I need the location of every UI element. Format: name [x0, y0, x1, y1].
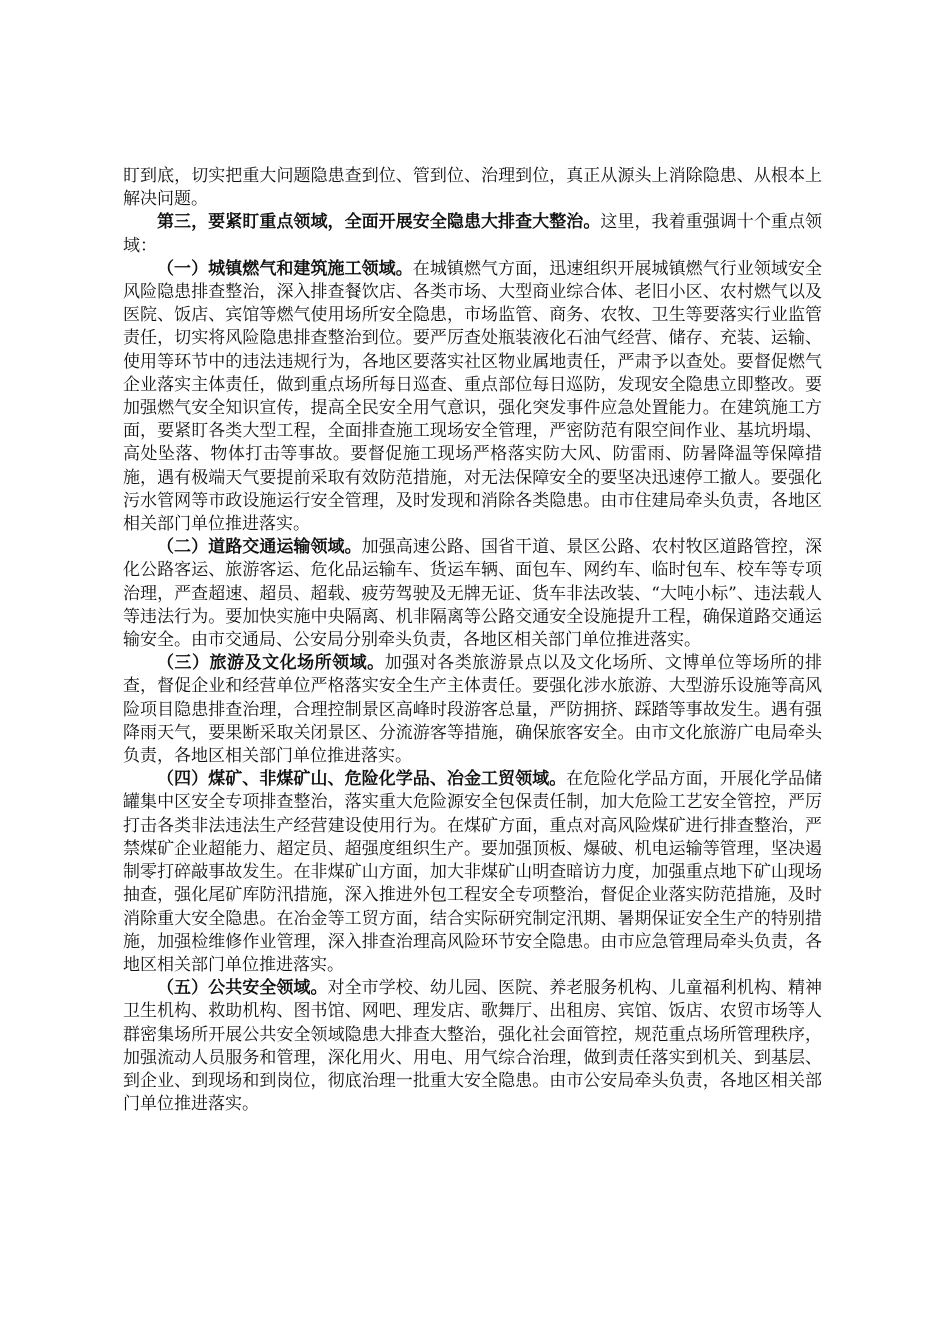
document-page	[123, 165, 822, 1116]
section-heading: 第三，要紧盯重点领域，全面开展安全隐患大排查大整治。	[157, 212, 601, 233]
paragraph-item-3	[123, 652, 822, 768]
item-heading: （三）旅游及文化场所领域。	[157, 653, 385, 674]
paragraph-text: 盯到底，切实把重大问题隐患查到位、管到位、治理到位，真正从源头上消除隐患、从根本上解决问题。	[123, 166, 822, 210]
paragraph-text: 加强高速公路、国省干道、景区公路、农村牧区道路管控，深化公路客运、旅游客运、危化品运输车、货运车辆、面包车、网约车、临时包车、校车等专项治理，严查超速、超员、超载、疲劳驾驶及无牌无证、货车非法改装、“大吨小标”、违法载人等违法行为。要加快实施中央隔离、机非隔离等公路交通安全设施提升工程，确保道路交通运输安全。由市交通局、公安局分别牵头负责，各地区相关部门单位推进落实。	[123, 537, 823, 651]
paragraph-text: 在危险化学品方面，开展化学品储罐集中区安全专项排查整治，落实重大危险源安全包保责任制，加大危险工艺安全管控，严厉打击各类非法违法生产经营建设使用行为。在煤矿方面，重点对高风险煤矿进行排查整治，严禁煤矿企业超能力、超定员、超强度组织生产。要加强顶板、爆破、机电运输等管理，坚决遏制零打碎敲事故发生。在非煤矿山方面，加大非煤矿山明查暗访力度，加强重点地下矿山现场抽查，强化尾矿库防汛措施，深入推进外包工程安全专项整治，督促企业落实防范措施，及时消除重大安全隐患。在冶金等工贸方面，结合实际研究制定汛期、暑期保证安全生产的特别措施，加强检维修作业管理，深入排查治理高风险环节安全隐患。由市应急管理局牵头负责，各地区相关部门单位推进落实。	[123, 769, 823, 975]
item-heading: （二）道路交通运输领域。	[157, 537, 362, 558]
paragraph-text: 对全市学校、幼儿园、医院、养老服务机构、儿童福利机构、精神卫生机构、救助机构、图书馆、网吧、理发店、歌舞厅、出租房、宾馆、饭店、农贸市场等人群密集场所开展公共安全领域隐患大排查大整治，强化社会面管控，规范重点场所管理秩序，加强流动人员服务和管理，深化用火、用电、用气综合治理，做到责任落实到机关、到基层、到企业、到现场和到岗位，彻底治理一批重大安全隐患。由市公安局牵头负责，各地区相关部门单位推进落实。	[123, 978, 823, 1115]
item-heading: （五）公共安全领域。	[157, 978, 328, 999]
paragraph-item-4	[123, 768, 822, 977]
paragraph-text: 在城镇燃气方面，迅速组织开展城镇燃气行业领域安全风险隐患排查整治，深入排查餐饮店、各类市场、大型商业综合体、老旧小区、农村燃气以及医院、饭店、宾馆等燃气使用场所安全隐患，市场监管、商务、农牧、卫生等要落实行业监管责任，切实将风险隐患排查整治到位。要严厉查处瓶装液化石油气经营、储存、充装、运输、使用等环节中的违法违规行为，各地区要落实社区物业属地责任，严肃予以查处。要督促燃气企业落实主体责任，做到重点场所每日巡查、重点部位每日巡防，发现安全隐患立即整改。要加强燃气安全知识宣传，提高全民安全用气意识，强化突发事件应急处置能力。在建筑施工方面，要紧盯各类大型工程，全面排查施工现场安全管理，严密防范有限空间作业、基坑坍塌、高处坠落、物体打击等事故。要督促施工现场严格落实防大风、防雷雨、防暑降温等保障措施，遇有极端天气要提前采取有效防范措施，对无法保障安全的要坚决迅速停工撤人。要强化污水管网等市政设施运行安全管理，及时发现和消除各类隐患。由市住建局牵头负责，各地区相关部门单位推进落实。	[123, 258, 823, 535]
paragraph-text: 加强对各类旅游景点以及文化场所、文博单位等场所的排查，督促企业和经营单位严格落实安全生产主体责任。要强化涉水旅游、大型游乐设施等高风险项目隐患排查治理，合理控制景区高峰时段游客总量，严防拥挤、踩踏等事故发生。遇有强降雨天气，要果断采取关闭景区、分流游客等措施，确保旅客安全。由市文化旅游广电局牵头负责，各地区相关部门单位推进落实。	[123, 653, 823, 767]
paragraph-text: 这里，我着重强调十个重点领域：	[123, 212, 823, 256]
item-heading: （一）城镇燃气和建筑施工领域。	[157, 258, 413, 279]
item-heading: （四）煤矿、非煤矿山、危险化学品、冶金工贸领域。	[157, 769, 567, 790]
paragraph-section-three	[123, 211, 822, 257]
paragraph-continuation	[123, 165, 822, 211]
paragraph-item-1	[123, 258, 822, 536]
paragraph-item-5	[123, 977, 822, 1116]
paragraph-item-2	[123, 536, 822, 652]
